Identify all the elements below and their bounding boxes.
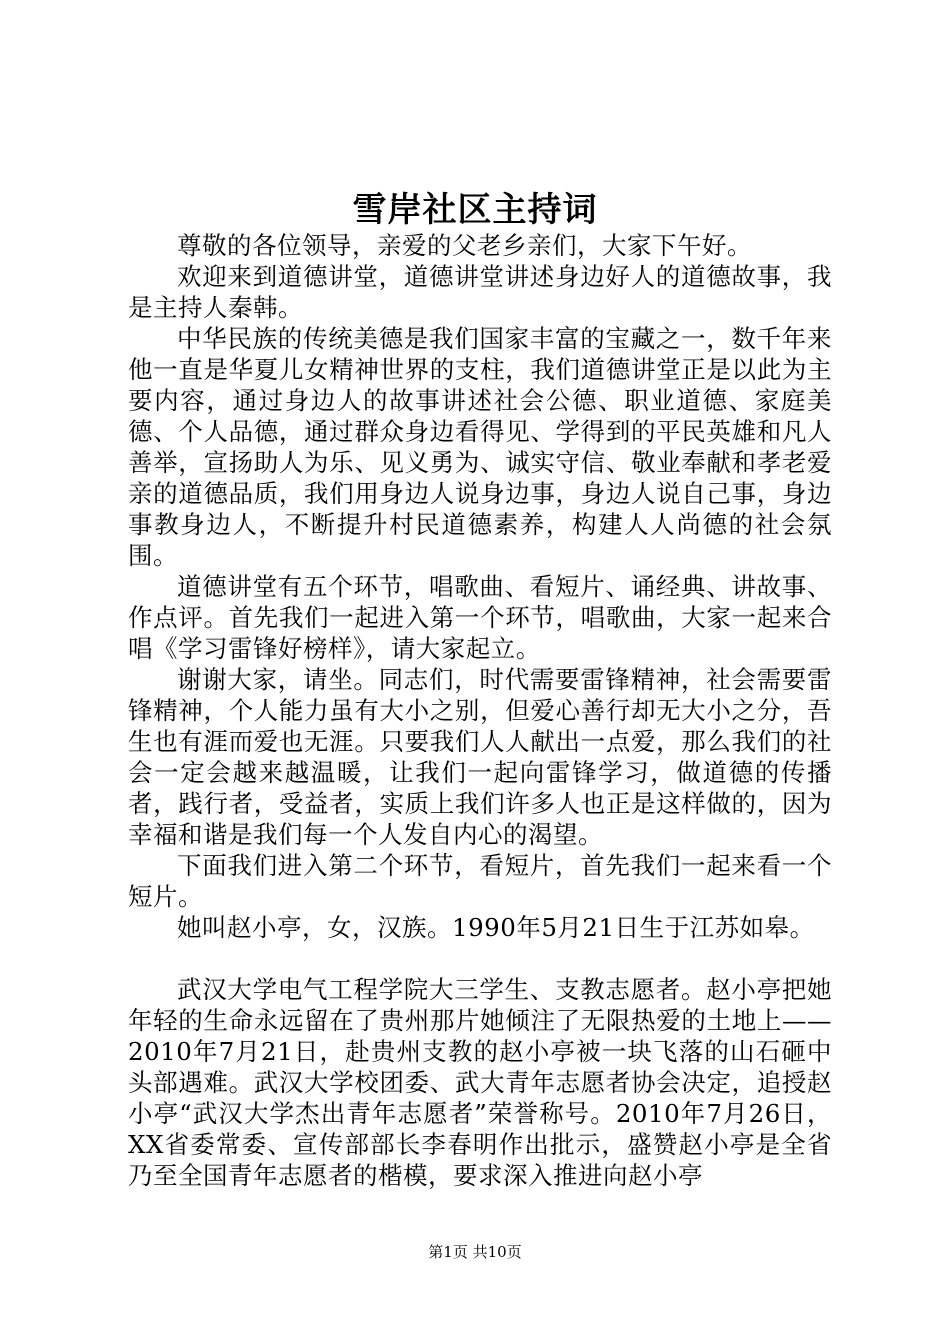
document-title: 雪岸社区主持词 [352, 190, 598, 230]
paragraph-profile: 她叫赵小亭，女，汉族。1990年5月21日生于江苏如皋。 [177, 913, 815, 942]
paragraph-short-film: 下面我们进入第二个环节，看短片，首先我们一起来看一个短片。 [128, 851, 832, 911]
paragraph-greeting: 尊敬的各位领导，亲爱的父老乡亲们，大家下午好。 [177, 231, 752, 260]
paragraph-lei-feng: 谢谢大家，请坐。同志们，时代需要雷锋精神，社会需要雷锋精神，个人能力虽有大小之别，但爱心善行却无大小之分，吾生也有涯而爱也无涯。只要我们人人献出一点爱，那么我们的社会一定会越来越温暖，让我们一起向雷锋学习，做道德的传播者，践行者，受益者，实质上我们许多人也正是这样做的，因为幸福和谐是我们每一个人发自内心的渴望。 [128, 665, 832, 849]
paragraph-story: 武汉大学电气工程学院大三学生、支教志愿者。赵小亭把她年轻的生命永远留在了贵州那片她倾注了无限热爱的土地上——2010年7月21日，赴贵州支教的赵小亭被一块飞落的山石砸中头部遇难。武汉大学校团委、武大青年志愿者协会决定，追授赵小亭“武汉大学杰出青年志愿者”荣誉称号。2010年7月26日，XX省委常委、宣传部部长李春明作出批示，盛赞赵小亭是全省乃至全国青年志愿者的楷模，要求深入推进向赵小亭 [128, 975, 832, 1190]
paragraph-five-sections: 道德讲堂有五个环节，唱歌曲、看短片、诵经典、讲故事、作点评。首先我们一起进入第一个环节，唱歌曲，大家一起来合唱《学习雷锋好榜样》，请大家起立。 [128, 572, 832, 663]
paragraph-spacer [128, 943, 832, 974]
document-body [128, 230, 832, 1191]
page-number-footer: 第1页 共10页 [428, 1243, 522, 1261]
paragraph-welcome: 欢迎来到道德讲堂，道德讲堂讲述身边好人的道德故事，我是主持人秦韩。 [128, 262, 832, 322]
paragraph-tradition: 中华民族的传统美德是我们国家丰富的宝藏之一，数千年来他一直是华夏儿女精神世界的支柱，我们道德讲堂正是以此为主要内容，通过身边人的故事讲述社会公德、职业道德、家庭美德、个人品德，通过群众身边看得见、学得到的平民英雄和凡人善举，宣扬助人为乐、见义勇为、诚实守信、敬业奉献和孝老爱亲的道德品质，我们用身边人说身边事，身边人说自己事，身边事教身边人，不断提升村民道德素养，构建人人尚德的社会氛围。 [128, 324, 832, 570]
